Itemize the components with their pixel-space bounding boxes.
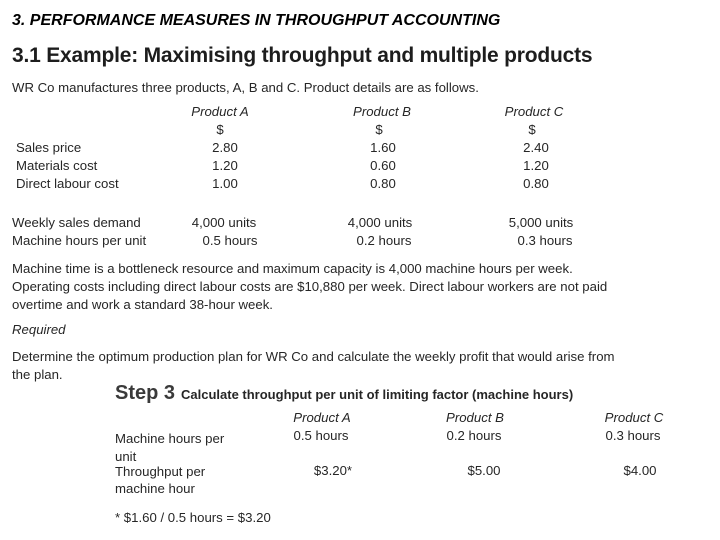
cell-value: 1.00	[212, 176, 238, 191]
cell-value: 1.60	[370, 140, 396, 155]
intro-text: WR Co manufactures three products, A, B and C. Product details are as follows.	[12, 80, 479, 95]
cell-value: 4,000 units	[191, 215, 257, 230]
required-label: Required	[12, 322, 66, 337]
row-label: Throughput per machine hour	[115, 464, 206, 496]
currency-symbol: $	[375, 122, 383, 137]
cell-value: 0.3 hours	[605, 428, 661, 443]
cell-value: $5.00	[467, 463, 501, 478]
cell-value: 1.20	[212, 158, 238, 173]
currency-symbol: $	[216, 122, 224, 137]
cell-value: 0.80	[523, 176, 549, 191]
row-label: Weekly sales demand	[12, 215, 141, 230]
cell-value: 0.2 hours	[356, 233, 412, 248]
row-label: Machine hours per unit	[12, 233, 147, 248]
cell-value: 0.60	[370, 158, 396, 173]
col-header-product-c: Product C	[604, 410, 664, 425]
col-header-product-c: Product C	[504, 104, 564, 119]
col-header-product-b: Product B	[353, 104, 411, 119]
cell-value: 0.3 hours	[517, 233, 573, 248]
row-label: Machine hours per unit	[115, 431, 225, 464]
cell-value: 2.40	[523, 140, 549, 155]
footnote: * $1.60 / 0.5 hours = $3.20	[115, 510, 271, 525]
cell-value: $4.00	[623, 463, 657, 478]
cell-value: 0.2 hours	[446, 428, 502, 443]
step-label: Step 3	[115, 382, 176, 404]
row-label: Direct labour cost	[16, 176, 119, 191]
col-header-product-a: Product A	[191, 104, 249, 119]
row-label: Materials cost	[16, 158, 98, 173]
section-heading: 3.1 Example: Maximising throughput and multiple products	[12, 44, 593, 67]
cell-value: 0.80	[370, 176, 396, 191]
row-label: Sales price	[16, 140, 82, 155]
col-header-product-a: Product A	[293, 410, 351, 425]
currency-symbol: $	[528, 122, 536, 137]
slide-title: 3. PERFORMANCE MEASURES IN THROUGHPUT ACCOUNTING	[12, 12, 501, 29]
cell-value: 4,000 units	[347, 215, 413, 230]
required-paragraph: Determine the optimum production plan for WR Co and calculate the weekly profit that would arise from the plan.	[12, 349, 615, 382]
cell-value: 0.5 hours	[202, 233, 258, 248]
cell-value: $3.20*	[313, 463, 353, 478]
cell-value: 0.5 hours	[293, 428, 349, 443]
cell-value: 1.20	[523, 158, 549, 173]
cell-value: 2.80	[212, 140, 238, 155]
col-header-product-b: Product B	[446, 410, 504, 425]
step-title: Calculate throughput per unit of limiting factor (machine hours)	[181, 387, 574, 402]
constraint-paragraph: Machine time is a bottleneck resource and maximum capacity is 4,000 machine hours per week. Operating costs including direct labour costs are $10,880 per week. Direct labour workers are not paid overtime and work a standard 38-hour week.	[12, 261, 608, 312]
cell-value: 5,000 units	[508, 215, 574, 230]
